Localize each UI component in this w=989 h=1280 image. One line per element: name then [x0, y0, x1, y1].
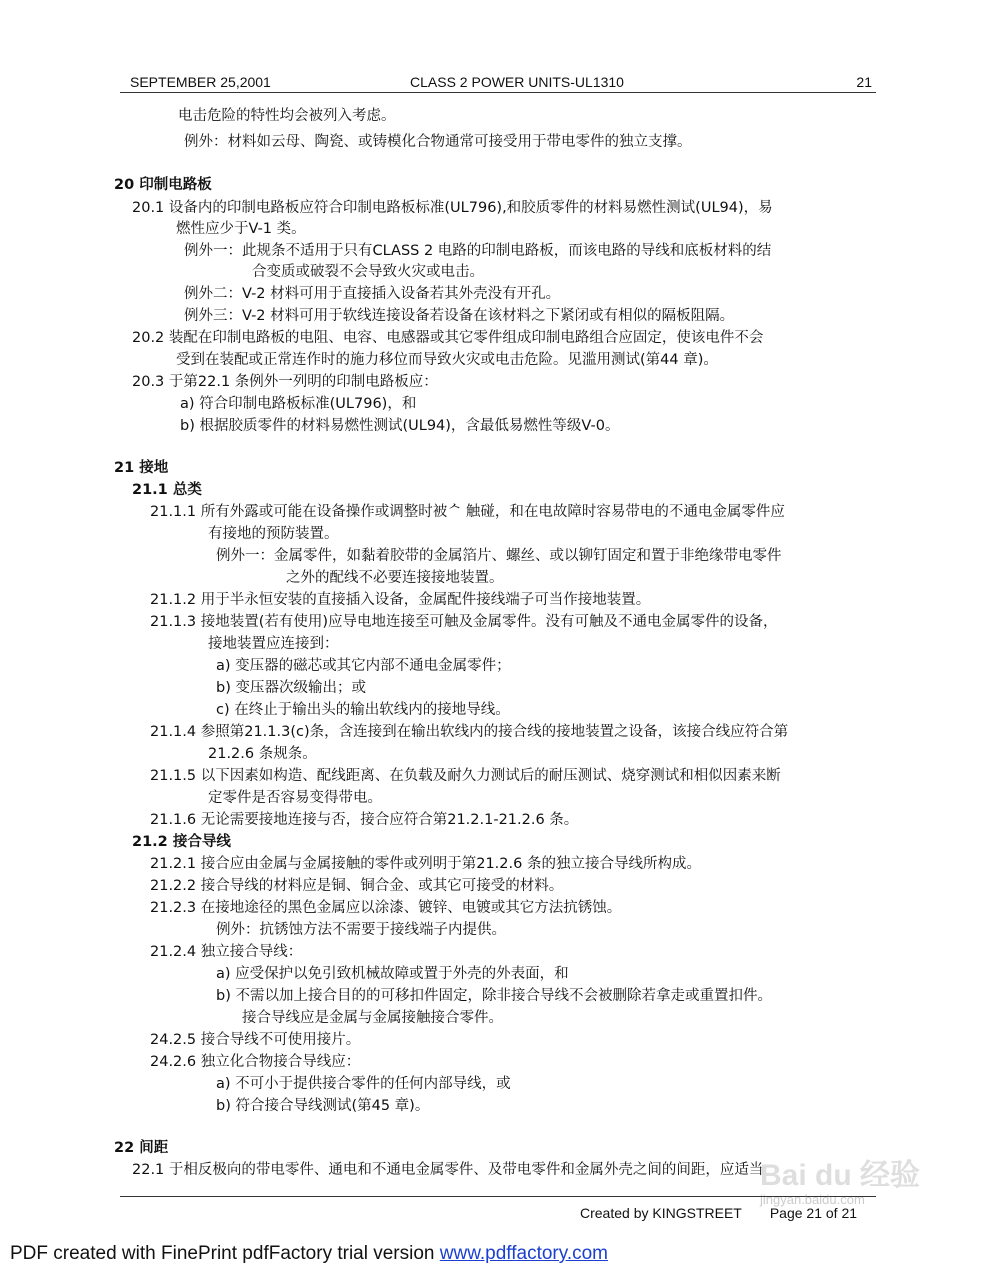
- clause-line: 21.2.2 接合导线的材料应是铜、铜合金、或其它可接受的材料。: [150, 878, 564, 894]
- exception-line: 例外二：V-2 材料可用于直接插入设备若其外壳没有开孔。: [184, 286, 561, 302]
- clause-line: 21.1.5 以下因素如构造、配线距离、在负载及耐久力测试后的耐压测试、烧穿测试和相似因素来断: [150, 768, 781, 784]
- exception-line: 例外：抗锈蚀方法不需要于接线端子内提供。: [216, 922, 506, 938]
- footer-created-by: Created by KINGSTREET: [580, 1205, 742, 1221]
- clause-line: 20.1 设备内的印制电路板应符合印制电路板标准(UL796),和胶质零件的材料易燃性测试(UL94)，易: [132, 200, 773, 216]
- watermark-brand: Bai du 经验: [760, 1159, 921, 1192]
- baidu-watermark: [760, 1150, 930, 1210]
- header-rule: [120, 92, 876, 93]
- exception-line: 例外一：此规条不适用于只有CLASS 2 电路的印制电路板，而该电路的导线和底板材料的结: [184, 243, 772, 259]
- clause-line: 定零件是否容易变得带电。: [208, 790, 382, 806]
- clause-line: 24.2.5 接合导线不可使用接片。: [150, 1032, 361, 1048]
- clause-line: 20.3 于第22.1 条例外一列明的印制电路板应：: [132, 374, 438, 390]
- exception-line: 合变质或破裂不会导致火灾或电击。: [252, 264, 484, 280]
- list-item: b) 符合接合导线测试(第45 章)。: [216, 1098, 430, 1114]
- list-item: b) 变压器次级输出；或: [216, 680, 366, 696]
- pdf-banner: [10, 1243, 608, 1265]
- list-item: b) 根据胶质零件的材料易燃性测试(UL94)，含最低易燃性等级V-0。: [180, 418, 620, 434]
- exception-line: 例外三：V-2 材料可用于软线连接设备若设备在该材料之下紧闭或有相似的隔板阻隔。: [184, 308, 735, 324]
- text-line: 电击危险的特性均会被列入考虑。: [178, 108, 396, 124]
- list-item: a) 不可小于提供接合零件的任何内部导线，或: [216, 1076, 511, 1092]
- clause-line: 24.2.6 独立化合物接合导线应：: [150, 1054, 361, 1070]
- subsection-heading: 21.2 接合导线: [132, 834, 231, 850]
- clause-line: 21.2.1 接合应由金属与金属接触的零件或列明于第21.2.6 条的独立接合导线所构成。: [150, 856, 701, 872]
- clause-line: 21.1.4 参照第21.1.3(c)条，含连接到在输出软线内的接合线的接地装置之设备，该接合线应符合第: [150, 724, 789, 740]
- section-heading-22: 22 间距: [114, 1140, 169, 1156]
- clause-line: 21.1.1 所有外露或可能在设备操作或调整时被ᄉ 触碰，和在电故障时容易带电的不通电金属零件应: [150, 504, 785, 520]
- header-date: SEPTEMBER 25,2001: [130, 74, 271, 90]
- pdffactory-link[interactable]: www.pdffactory.com: [439, 1243, 609, 1264]
- exception-line: 之外的配线不必要连接接地装置。: [286, 570, 504, 586]
- clause-line: 22.1 于相反极向的带电零件、通电和不通电金属零件、及带电零件和金属外壳之间的间距，应适当: [132, 1162, 764, 1178]
- clause-line: 有接地的预防装置。: [208, 526, 339, 542]
- list-item: c) 在终止于输出头的输出软线内的接地导线。: [216, 702, 510, 718]
- page-header: [130, 74, 876, 92]
- list-item: 接合导线应是金属与金属接触接合零件。: [242, 1010, 503, 1026]
- list-item: a) 应受保护以免引致机械故障或置于外壳的外表面，和: [216, 966, 569, 982]
- clause-line: 21.1.6 无论需要接地连接与否，接合应符合第21.2.1-21.2.6 条。: [150, 812, 579, 828]
- clause-line: 21.2.3 在接地途径的黑色金属应以涂漆、镀锌、电镀或其它方法抗锈蚀。: [150, 900, 622, 916]
- footer-page-label: Page 21 of 21: [769, 1205, 858, 1221]
- section-heading-20: 20 印制电路板: [114, 177, 212, 193]
- clause-line: 21.1.2 用于半永恒安装的直接插入设备，金属配件接线端子可当作接地装置。: [150, 592, 651, 608]
- subsection-heading: 21.1 总类: [132, 482, 202, 498]
- list-item: a) 变压器的磁芯或其它内部不通电金属零件；: [216, 658, 511, 674]
- clause-line: 20.2 装配在印制电路板的电阻、电容、电感器或其它零件组成印制电路组合应固定，使该电件不会: [132, 330, 764, 346]
- exception-line: 例外：材料如云母、陶瓷、或铸模化合物通常可接受用于带电零件的独立支撑。: [184, 134, 692, 150]
- watermark-url: jingyan.baidu.com: [760, 1192, 865, 1207]
- exception-line: 例外一：金属零件，如黏着胶带的金属箔片、螺丝、或以铆钉固定和置于非绝缘带电零件: [216, 548, 782, 564]
- clause-line: 受到在装配或正常连作时的施力移位而导致火灾或电击危险。见滥用测试(第44 章)。: [176, 352, 718, 368]
- clause-line: 21.1.3 接地装置(若有使用)应导电地连接至可触及金属零件。没有可触及不通电金属零件的设备，: [150, 614, 778, 630]
- clause-line: 燃性应少于V-1 类。: [176, 221, 306, 237]
- section-heading-21: 21 接地: [114, 460, 169, 476]
- clause-line: 接地装置应连接到：: [208, 636, 339, 652]
- clause-line: 21.2.6 条规条。: [208, 746, 317, 762]
- header-page-number: 21: [856, 74, 872, 90]
- pdf-banner-text: PDF created with FinePrint pdfFactory trial version: [10, 1243, 440, 1264]
- list-item: b) 不需以加上接合目的的可移扣件固定，除非接合导线不会被删除若拿走或重置扣件。: [216, 988, 772, 1004]
- clause-line: 21.2.4 独立接合导线：: [150, 944, 303, 960]
- list-item: a) 符合印制电路板标准(UL796)，和: [180, 396, 417, 412]
- header-title: CLASS 2 POWER UNITS-UL1310: [410, 74, 624, 90]
